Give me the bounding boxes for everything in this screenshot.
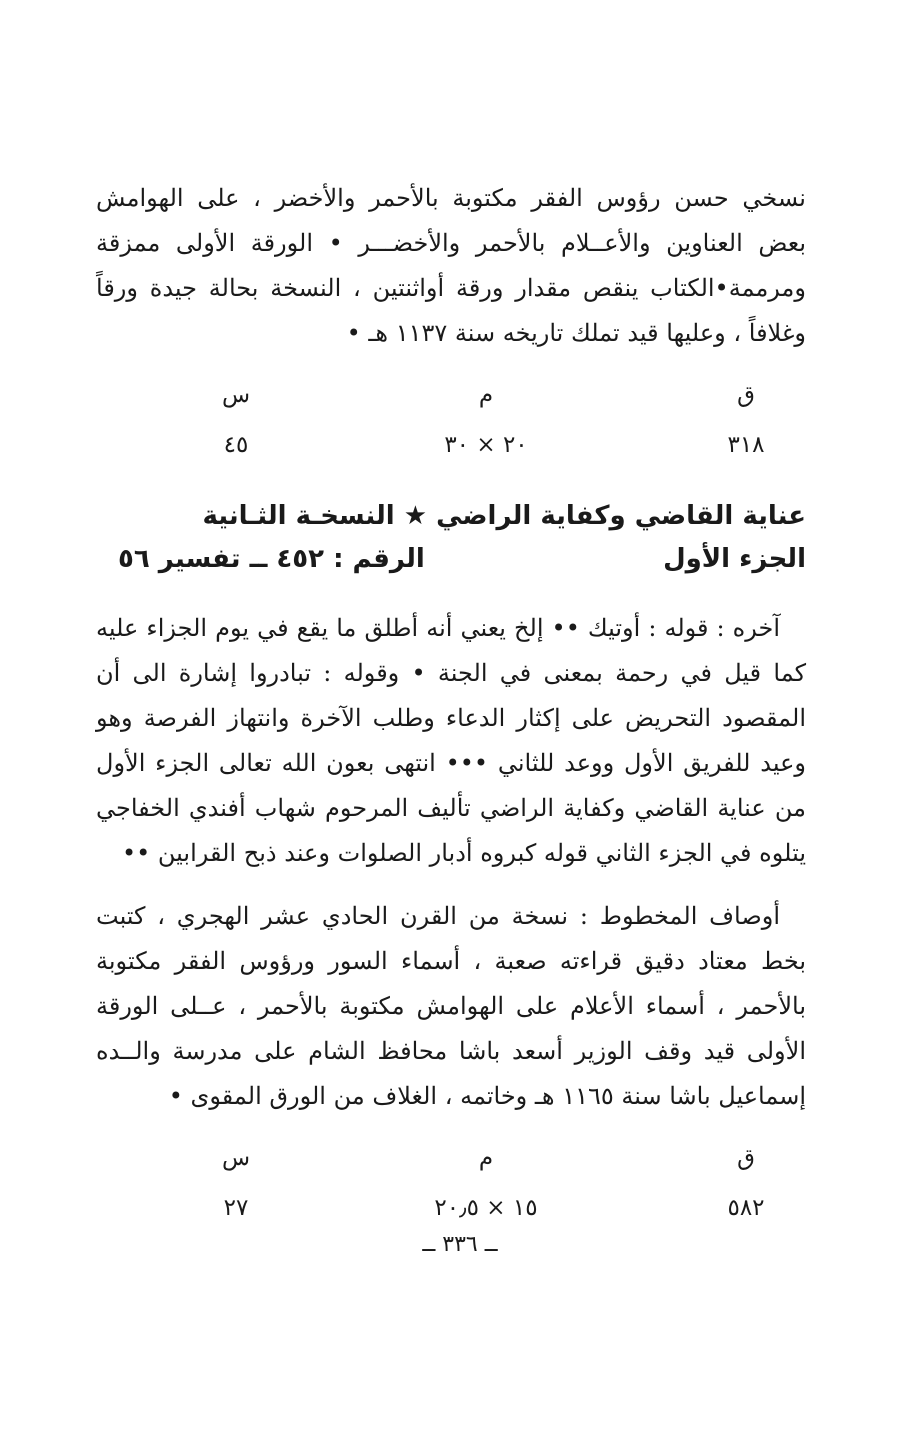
entry-number: الرقم : ٤٥٢ ــ تفسير ٥٦ (118, 544, 425, 574)
label-q: ق (737, 1145, 755, 1171)
metadata-values-row (96, 432, 806, 472)
paragraph-description: أوصاف المخطوط : نسخة من القرن الحادي عشر الهجري ، كتبت بخط معتاد دقيق قراءته صعبة ، أسماء السور ورؤوس الفقر مكتوبة بالأحمر ، أسماء الأعلام على الهوامش مكتوبة بالأحمر ، عــلى الورقة الأولى قيد وقف الوزير أسعد باشا محافظ الشام على مدرسة والــده إسماعيل باشا سنة ١١٦٥ هـ وخاتمه ، الغلاف من الورق المقوى • (96, 902, 807, 1110)
entry-part: الجزء الأول (663, 544, 806, 574)
value-s: ٢٧ (223, 1195, 249, 1221)
value-q: ٥٨٢ (727, 1195, 765, 1221)
metadata-labels-row (96, 382, 806, 422)
label-m: م (478, 1145, 494, 1171)
metadata-values-row (96, 1195, 806, 1235)
label-m: م (478, 382, 494, 408)
label-s: س (221, 382, 251, 408)
metadata-table-2 (96, 1145, 806, 1241)
paragraph-end: آخره : قوله : أوتيك •• إلخ يعني أنه أطلق ما يقع في يوم الجزاء عليه كما قيل في رحمة بمعنى في الجنة • وقوله : تبادروا إشارة الى أن المقصود التحريض على إكثار الدعاء وطلب الآخرة وانتهاز الفرصة وهو وعيد للفريق الأول ووعد للثاني ••• انتهى بعون الله تعالى الجزء الأول من عناية القاضي وكفاية الراضي تأليف المرحوم شهاب أفندي الخفاجي يتلوه في الجزء الثاني قوله كبروه أدبار الصلوات وعند ذبح القرابين •• (96, 614, 806, 867)
metadata-labels-row (96, 1145, 806, 1185)
metadata-table-1 (96, 382, 806, 478)
label-s: س (221, 1145, 251, 1171)
document-page (96, 176, 806, 1241)
label-q: ق (737, 382, 755, 408)
paragraph-top: نسخي حسن رؤوس الفقر مكتوبة بالأحمر والأخضر ، على الهوامش بعض العناوين والأعــلام بالأحمر والأخضـــر • الورقة الأولى ممزقة ومرممة•الكتاب ينقص مقدار ورقة أواثنتين ، النسخة بحالة جيدة ورقاً وغلافاً ، وعليها قيد تملك تاريخه سنة ١١٣٧ هـ • (96, 184, 806, 347)
page-number: ــ ٣٣٦ ــ (422, 1232, 498, 1257)
value-m: ٢٠ × ٣٠ (444, 432, 528, 458)
value-s: ٤٥ (223, 432, 249, 458)
value-m: ١٥ × ٢٠٫٥ (434, 1195, 538, 1221)
value-q: ٣١٨ (727, 432, 765, 458)
entry-subtitle (96, 544, 806, 594)
entry-title: عناية القاضي وكفاية الراضي ★ النسخـة الثـانية (202, 501, 806, 531)
